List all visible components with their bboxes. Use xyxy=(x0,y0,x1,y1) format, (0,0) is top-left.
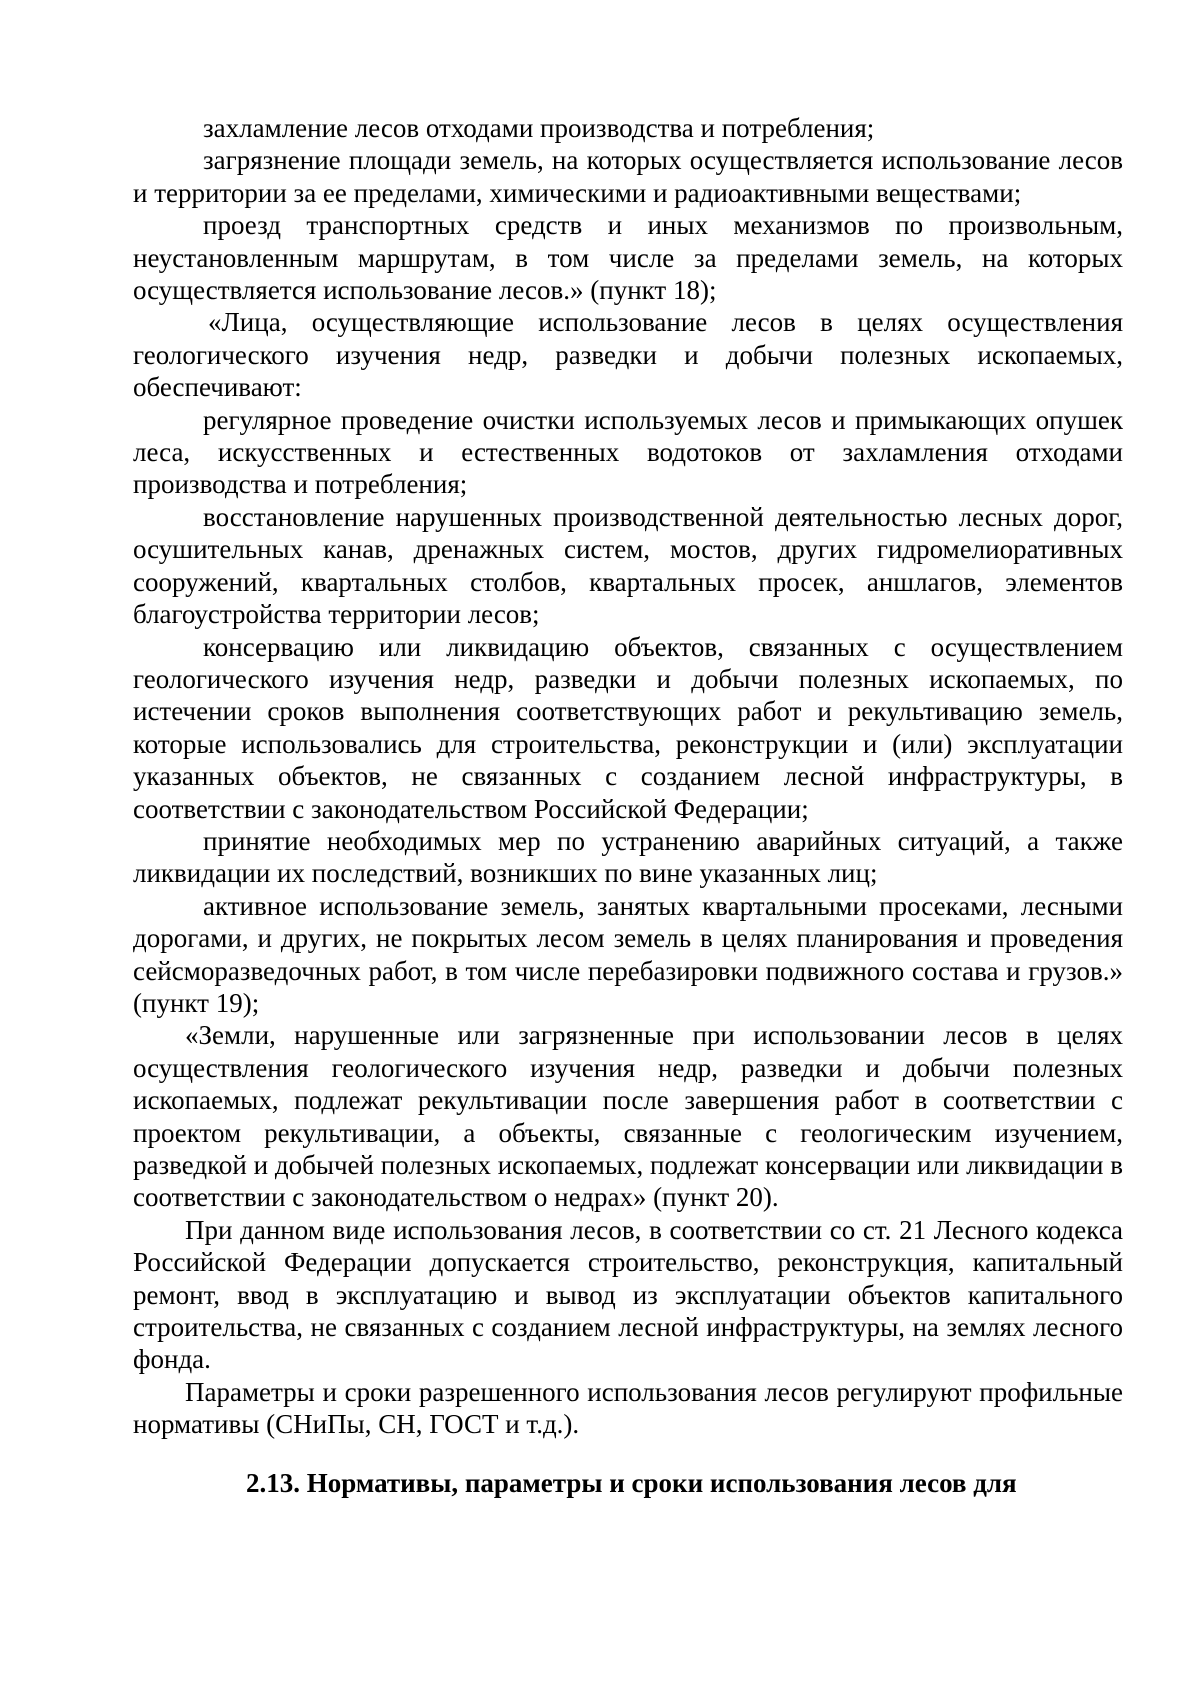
paragraph-7: консервацию или ликвидацию объектов, связанных с осуществлением геологического изучения недр, разведки и добычи полезных ископаемых, по истечении сроков выполнения соответствующих работ и рекультивацию земель, которые использовались для строительства, реконструкции и (или) эксплуатации указанных объектов, не связанных с созданием лесной инфраструктуры, в соответствии с законодательством Российской Федерации; xyxy=(133,631,1123,824)
paragraph-10: «Земли, нарушенные или загрязненные при использовании лесов в целях осуществления геологического изучения недр, разведки и добычи полезных ископаемых, подлежат рекультивации после завершения работ в соответствии с проектом рекультивации, а объекты, связанные с геологическим изучением, разведкой и добычей полезных ископаемых, подлежат консервации или ликвидации в соответствии с законодательством о недрах» (пункт 20). xyxy=(133,1020,1123,1213)
paragraph-6: восстановление нарушенных производственной деятельностью лесных дорог, осушительных канав, дренажных систем, мостов, других гидромелиоративных сооружений, квартальных столбов, квартальных просек, аншлагов, элементов благоустройства территории лесов; xyxy=(133,501,1123,630)
paragraph-12: Параметры и сроки разрешенного использования лесов регулируют профильные нормативы (СНиПы, СН, ГОСТ и т.д.). xyxy=(133,1376,1123,1440)
paragraph-5: регулярное проведение очистки используемых лесов и примыкающих опушек леса, искусственных и естественных водотоков от захламления отходами производства и потребления; xyxy=(133,404,1123,500)
paragraph-4: «Лица, осуществляющие использование лесов в целях осуществления геологического изучения недр, разведки и добычи полезных ископаемых, обеспечивают: xyxy=(133,307,1123,403)
paragraph-2: загрязнение площади земель, на которых осуществляется использование лесов и территории за ее пределами, химическими и радиоактивными веществами; xyxy=(133,145,1123,208)
paragraph-3: проезд транспортных средств и иных механизмов по произвольным, неустановленным маршрутам, в том числе за пределами земель, на которых осуществляется использование лесов.» (пункт 18); xyxy=(133,210,1123,306)
paragraph-9: активное использование земель, занятых квартальными просеками, лесными дорогами, и других, не покрытых лесом земель в целях планирования и проведения сейсморазведочных работ, в том числе перебазировки подвижного состава и грузов.» (пункт 19); xyxy=(133,890,1123,1018)
paragraph-1: захламление лесов отходами производства и потребления; xyxy=(203,113,875,143)
paragraph-11: При данном виде использования лесов, в соответствии со ст. 21 Лесного кодекса Российской Федерации допускается строительство, реконструкция, капитальный ремонт, ввод в эксплуатацию и вывод из эксплуатации объектов капитального строительства, не связанных с созданием лесной инфраструктуры, на землях лесного фонда. xyxy=(133,1214,1123,1375)
section-heading: 2.13. Нормативы, параметры и сроки использования лесов для xyxy=(246,1467,1017,1498)
document-page xyxy=(133,112,1123,1499)
paragraph-8: принятие необходимых мер по устранению аварийных ситуаций, а также ликвидации их последствий, возникших по вине указанных лиц; xyxy=(133,825,1123,889)
